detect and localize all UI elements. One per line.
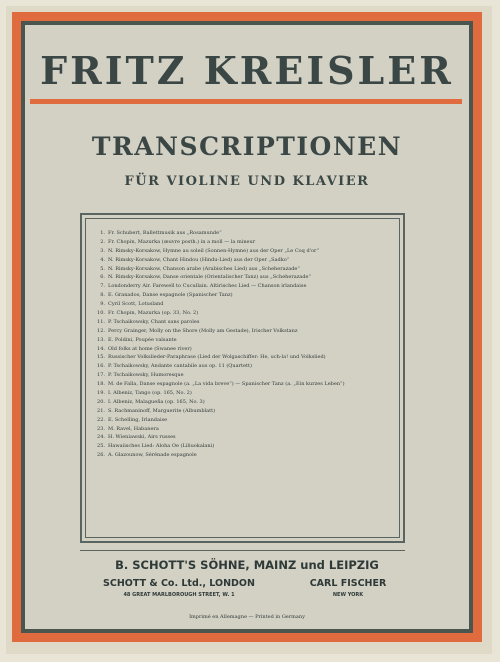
piece-title: N. Rimsky-Korsakow, Chanson arabe (Arabisches Lied) aus „Scheherazade“ [108,265,300,272]
piece-title: Londonderry Air. Farewell to Cucullain. Altirisches Lied — Chanson irlandaise [108,283,307,290]
pieces-list [96,229,401,460]
piece-title: E. Poldini, Poupée valsante [108,336,177,343]
piece-number: 13. [97,336,105,343]
piece-title: Cyril Scott, Lotusland [108,301,164,308]
piece-title: E. Schelling, Irlandaise [108,416,168,423]
piece-number: 16. [97,363,105,370]
list-item [96,416,401,425]
piece-number: 1. [100,230,105,236]
list-item [96,318,401,327]
piece-title: N. Rimsky-Korsakow, Danse orientale (Orientalischer Tanz) aus „Scheherazade“ [108,274,312,281]
piece-title: N. Rimsky-Korsakow, Chant Hindou (Hindu-Lied) aus der Oper „Sadko“ [108,256,290,263]
piece-number: 2. [100,238,105,245]
composer-name: FRITZ KREISLER [40,48,454,93]
piece-number: 4. [100,256,105,263]
list-item [96,371,401,380]
piece-number: 20. [97,398,105,405]
list-item [96,380,401,389]
collection-subtitle: FÜR VIOLINE UND KLAVIER [124,174,370,189]
piece-number: 12. [97,327,105,334]
piece-title: N. Rimsky-Korsakow, Hymne au soleil (Sonnen-Hymne) aus der Oper „Le Coq d'or“ [108,247,320,254]
piece-number: 18. [97,381,105,388]
piece-number: 6. [100,274,105,281]
list-item [96,407,401,416]
piece-title: H. Wieniawski, Airs russes [108,434,176,441]
list-item [96,353,401,362]
list-item [96,345,401,354]
list-item [96,247,401,256]
piece-number: 15. [97,354,105,361]
piece-title: M. Ravel, Habanera [108,425,159,432]
piece-title: Fr. Chopin, Mazurka (op. 33, No. 2) [108,310,199,317]
piece-number: 25. [97,443,105,450]
list-item [96,300,401,309]
piece-number: 11. [97,318,105,325]
piece-number: 3. [100,247,105,254]
list-item [96,362,401,371]
list-item [96,256,401,265]
list-item [96,309,401,318]
piece-number: 21. [97,407,105,414]
publisher-london: SCHOTT & Co. Ltd., LONDON [103,578,255,589]
piece-title: Percy Grainger, Molly on the Shore (Molly am Gestade), Irischer Volkstanz [108,327,298,334]
piece-title: Fr. Schubert, Ballettmusik aus „Rosamunde“ [108,230,222,236]
list-item [96,425,401,434]
list-item [96,398,401,407]
piece-number: 24. [97,434,105,441]
list-item [96,389,401,398]
piece-title: A. Glazounow, Sérénade espagnole [108,452,197,459]
piece-title: I. Albeniz, Tango (op. 165, No. 2) [108,390,192,397]
list-item [96,238,401,247]
piece-title: Hawaiisches Lied: Aloha Oe (Liliuokalani) [108,443,215,450]
piece-title: Fr. Chopin, Mazurka (œuvre posth.) in a moll — la mineur [108,238,256,245]
piece-title: E. Granados, Danse espagnole (Spanischer Tanz) [108,292,233,299]
list-item [96,336,401,345]
list-item [96,451,401,460]
piece-title: Russischer Volkslieder-Paraphrase (Lied der Wolgaschiffer: He, uch-la! und Volkslied) [108,354,326,361]
list-item [96,327,401,336]
publisher-london-address: 48 GREAT MARLBOROUGH STREET, W. 1 [123,592,235,598]
piece-title: I. Albeniz, Malagueña (op. 165, No. 3) [108,398,205,405]
list-item [96,273,401,282]
piece-number: 7. [100,283,105,290]
list-item [96,442,401,451]
piece-title: Old folks at home (Swanee river) [108,345,192,352]
publisher-newyork: CARL FISCHER [309,578,387,589]
piece-title: P. Tschaikowsky, Andante cantabile aus op. 11 (Quartett) [108,363,252,370]
publisher-newyork-city: NEW YORK [332,592,364,598]
list-item [96,265,401,274]
piece-number: 26. [97,452,105,459]
piece-number: 22. [97,416,105,423]
piece-number: 23. [97,425,105,432]
piece-number: 9. [100,301,105,308]
list-item [96,433,401,442]
piece-number: 19. [97,390,105,397]
piece-number: 17. [97,372,105,379]
piece-title: P. Tschaikowsky, Humoresque [108,372,184,379]
piece-number: 10. [97,310,105,317]
piece-title: P. Tschaikowsky, Chant sans paroles [108,318,200,325]
piece-number: 14. [97,345,105,352]
divider-rule [80,550,405,551]
collection-title: TRANSCRIPTIONEN [91,132,403,161]
printed-note: Imprimé en Allemagne — Printed in Germany [189,614,305,620]
piece-title: S. Rachmaninoff, Marguerite (Albumblatt) [108,407,216,414]
piece-number: 5. [100,265,105,272]
piece-number: 8. [100,292,105,299]
orange-rule [30,99,462,104]
list-item [96,291,401,300]
list-item [96,282,401,291]
piece-title: M. de Falla, Danse espagnole (a. „La vida breve“) — Spanischer Tanz (a. „Ein kurzes Leben“) [108,381,345,388]
publisher-main: B. SCHOTT'S SÖHNE, MAINZ und LEIPZIG [115,558,379,572]
list-item [96,229,401,238]
